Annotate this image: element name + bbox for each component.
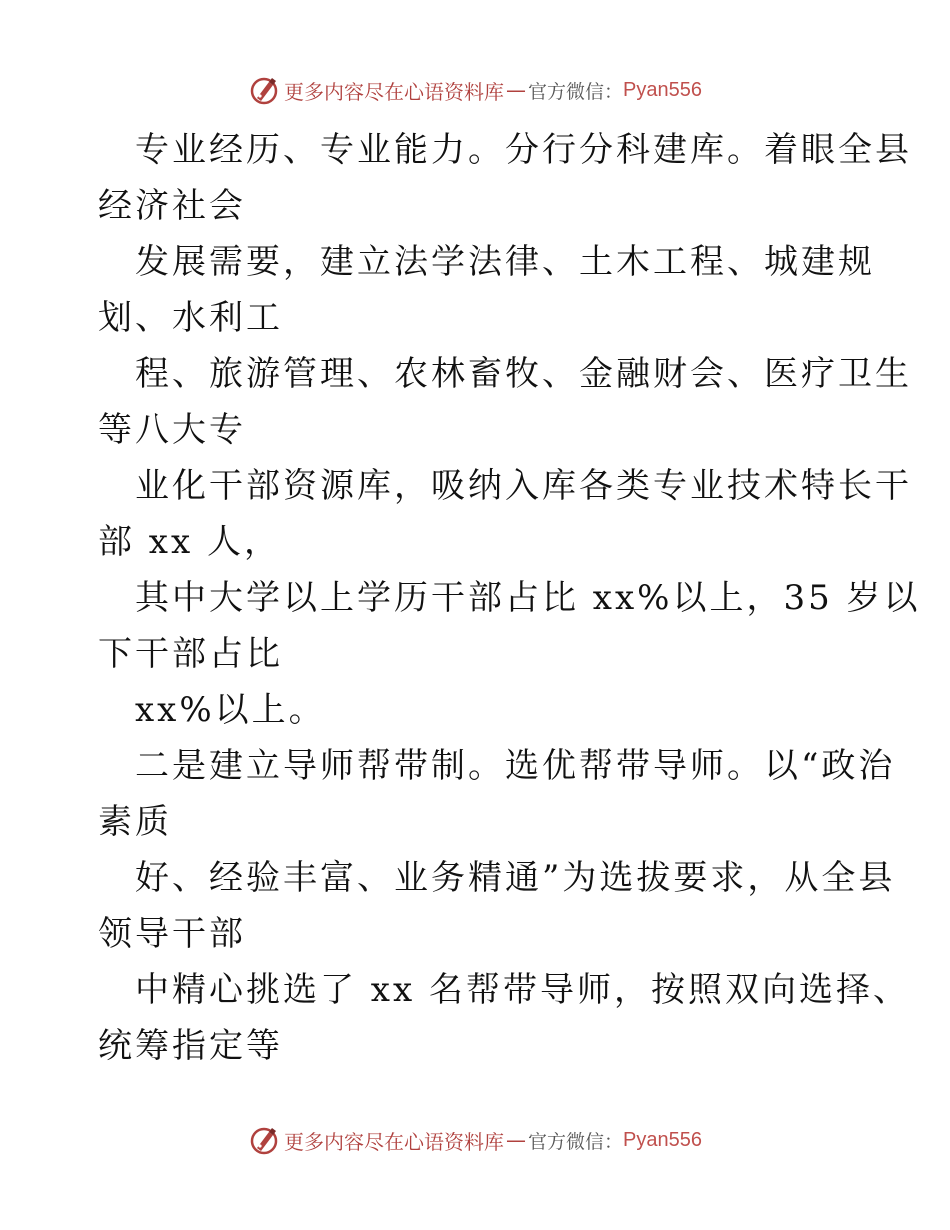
body-line: 其中大学以上学历干部占比 xx%以上，35 岁以: [135, 578, 921, 618]
watermark-dash: —: [506, 78, 526, 102]
body-line: 统筹指定等: [98, 1026, 283, 1066]
body-line: 部 xx 人，: [98, 522, 281, 562]
body-line: 二是建立导师帮带制。选优帮带导师。以“政治: [135, 746, 896, 786]
body-line: 经济社会: [98, 186, 246, 226]
body-line: 好、经验丰富、业务精通”为选拔要求，从全县: [135, 858, 896, 898]
body-line: 专业经历、专业能力。分行分科建库。着眼全县: [135, 130, 912, 170]
body-line: 发展需要，建立法学法律、土木工程、城建规: [135, 242, 875, 282]
watermark-dash: —: [506, 1128, 526, 1152]
body-line: 划、水利工: [98, 298, 283, 338]
body-line: 下干部占比: [98, 634, 283, 674]
body-line: 素质: [98, 802, 172, 842]
header-watermark: [0, 70, 950, 110]
body-line: 领导干部: [98, 914, 246, 954]
body-line: 业化干部资源库，吸纳入库各类专业技术特长干: [135, 466, 912, 506]
footer-watermark: [0, 1120, 950, 1160]
body-line: 等八大专: [98, 410, 246, 450]
body-line: xx%以上。: [135, 690, 326, 730]
pen-nib-logo-icon: [248, 74, 280, 106]
watermark-site-text: 更多内容尽在心语资料库: [284, 1129, 504, 1154]
watermark-wechat-id: Pyan556: [623, 78, 702, 101]
pen-nib-logo-icon: [248, 1124, 280, 1156]
document-body: [98, 122, 921, 1074]
watermark-wechat-id: Pyan556: [623, 1128, 702, 1151]
body-line: 中精心挑选了 xx 名帮带导师，按照双向选择、: [135, 970, 910, 1010]
body-line: 程、旅游管理、农林畜牧、金融财会、医疗卫生: [135, 354, 912, 394]
watermark-wechat-label: 官方微信：: [528, 80, 624, 103]
watermark-site-text: 更多内容尽在心语资料库: [284, 79, 504, 104]
watermark-wechat-label: 官方微信：: [528, 1130, 624, 1153]
